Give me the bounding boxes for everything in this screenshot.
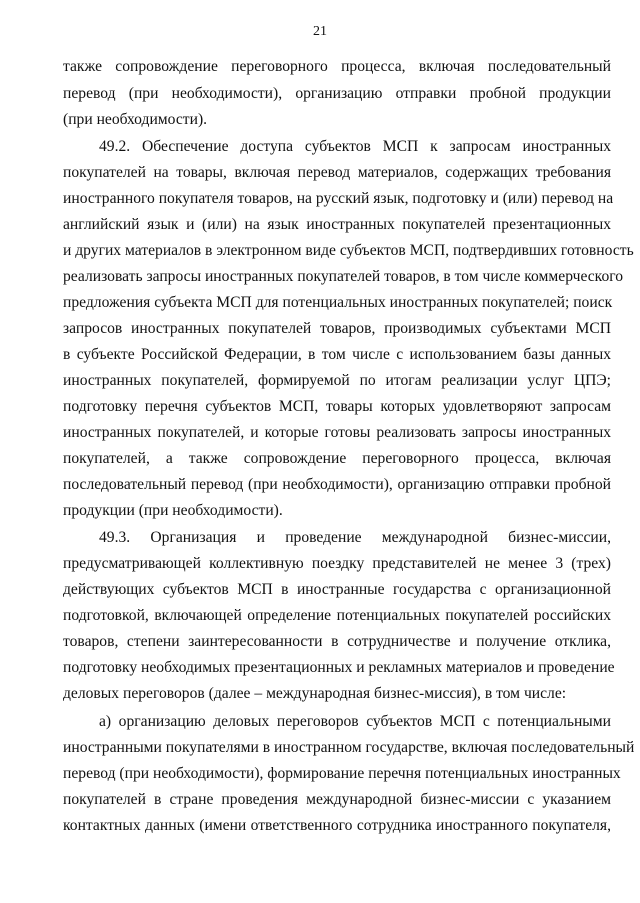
text-line: перевод (при необходимости), формирование перечня потенциальных иностранных — [63, 765, 621, 782]
text-line: покупателей на товары, включая перевод материалов, содержащих требования — [63, 164, 611, 181]
text-line: подготовку перечня субъектов МСП, товары которых удовлетворяют запросам — [63, 398, 611, 415]
text-line: предложения субъекта МСП для потенциальных иностранных покупателей; поиск — [63, 294, 613, 311]
text-line: запросов иностранных покупателей товаров, производимых субъектами МСП — [63, 320, 611, 337]
text-line: иностранных покупателей, и которые готовы реализовать запросы иностранных — [63, 424, 611, 441]
text-line: продукции (при необходимости). — [63, 502, 283, 519]
text-line: иностранных покупателей, формируемой по итогам реализации услуг ЦПЭ; — [63, 372, 611, 389]
text-line: деловых переговоров (далее – международная бизнес-миссия), в том числе: — [63, 685, 567, 702]
text-line: товаров, степени заинтересованности в сотрудничестве и получение отклика, — [63, 633, 611, 650]
text-line: перевод (при необходимости), организацию отправки пробной продукции — [63, 85, 611, 102]
text-line: (при необходимости). — [63, 111, 208, 128]
text-line: подготовку необходимых презентационных и рекламных материалов и проведение — [63, 659, 615, 676]
text-line: также сопровождение переговорного процесса, включая последовательный — [63, 58, 611, 75]
text-line: покупателей в стране проведения международной бизнес-миссии с указанием — [63, 791, 611, 808]
text-line: иностранного покупателя товаров, на русский язык, подготовку и (или) перевод на — [63, 190, 614, 207]
text-line: 49.2. Обеспечение доступа субъектов МСП к запросам иностранных — [99, 138, 611, 155]
text-line: в субъекте Российской Федерации, в том числе с использованием базы данных — [63, 346, 611, 363]
text-line: английский язык и (или) на язык иностранных покупателей презентационных — [63, 216, 611, 233]
text-line: иностранными покупателями в иностранном государстве, включая последовательный — [63, 739, 635, 756]
text-line: последовательный перевод (при необходимости), организацию отправки пробной — [63, 476, 611, 493]
text-line: действующих субъектов МСП в иностранные государства с организационной — [63, 581, 611, 598]
text-line: и других материалов в электронном виде субъектов МСП, подтвердивших готовность — [63, 242, 634, 259]
text-line: 49.3. Организация и проведение международной бизнес-миссии, — [99, 529, 611, 546]
text-line: предусматривающей коллективную поездку представителей не менее 3 (трех) — [63, 555, 611, 572]
page-number: 21 — [313, 24, 327, 39]
text-line: покупателей, а также сопровождение переговорного процесса, включая — [63, 450, 611, 467]
text-line: подготовкой, включающей определение потенциальных покупателей российских — [63, 607, 611, 624]
text-line: контактных данных (имени ответственного сотрудника иностранного покупателя, — [63, 817, 611, 834]
text-line: а) организацию деловых переговоров субъектов МСП с потенциальными — [99, 713, 611, 730]
text-line: реализовать запросы иностранных покупателей товаров, в том числе коммерческого — [63, 268, 624, 285]
